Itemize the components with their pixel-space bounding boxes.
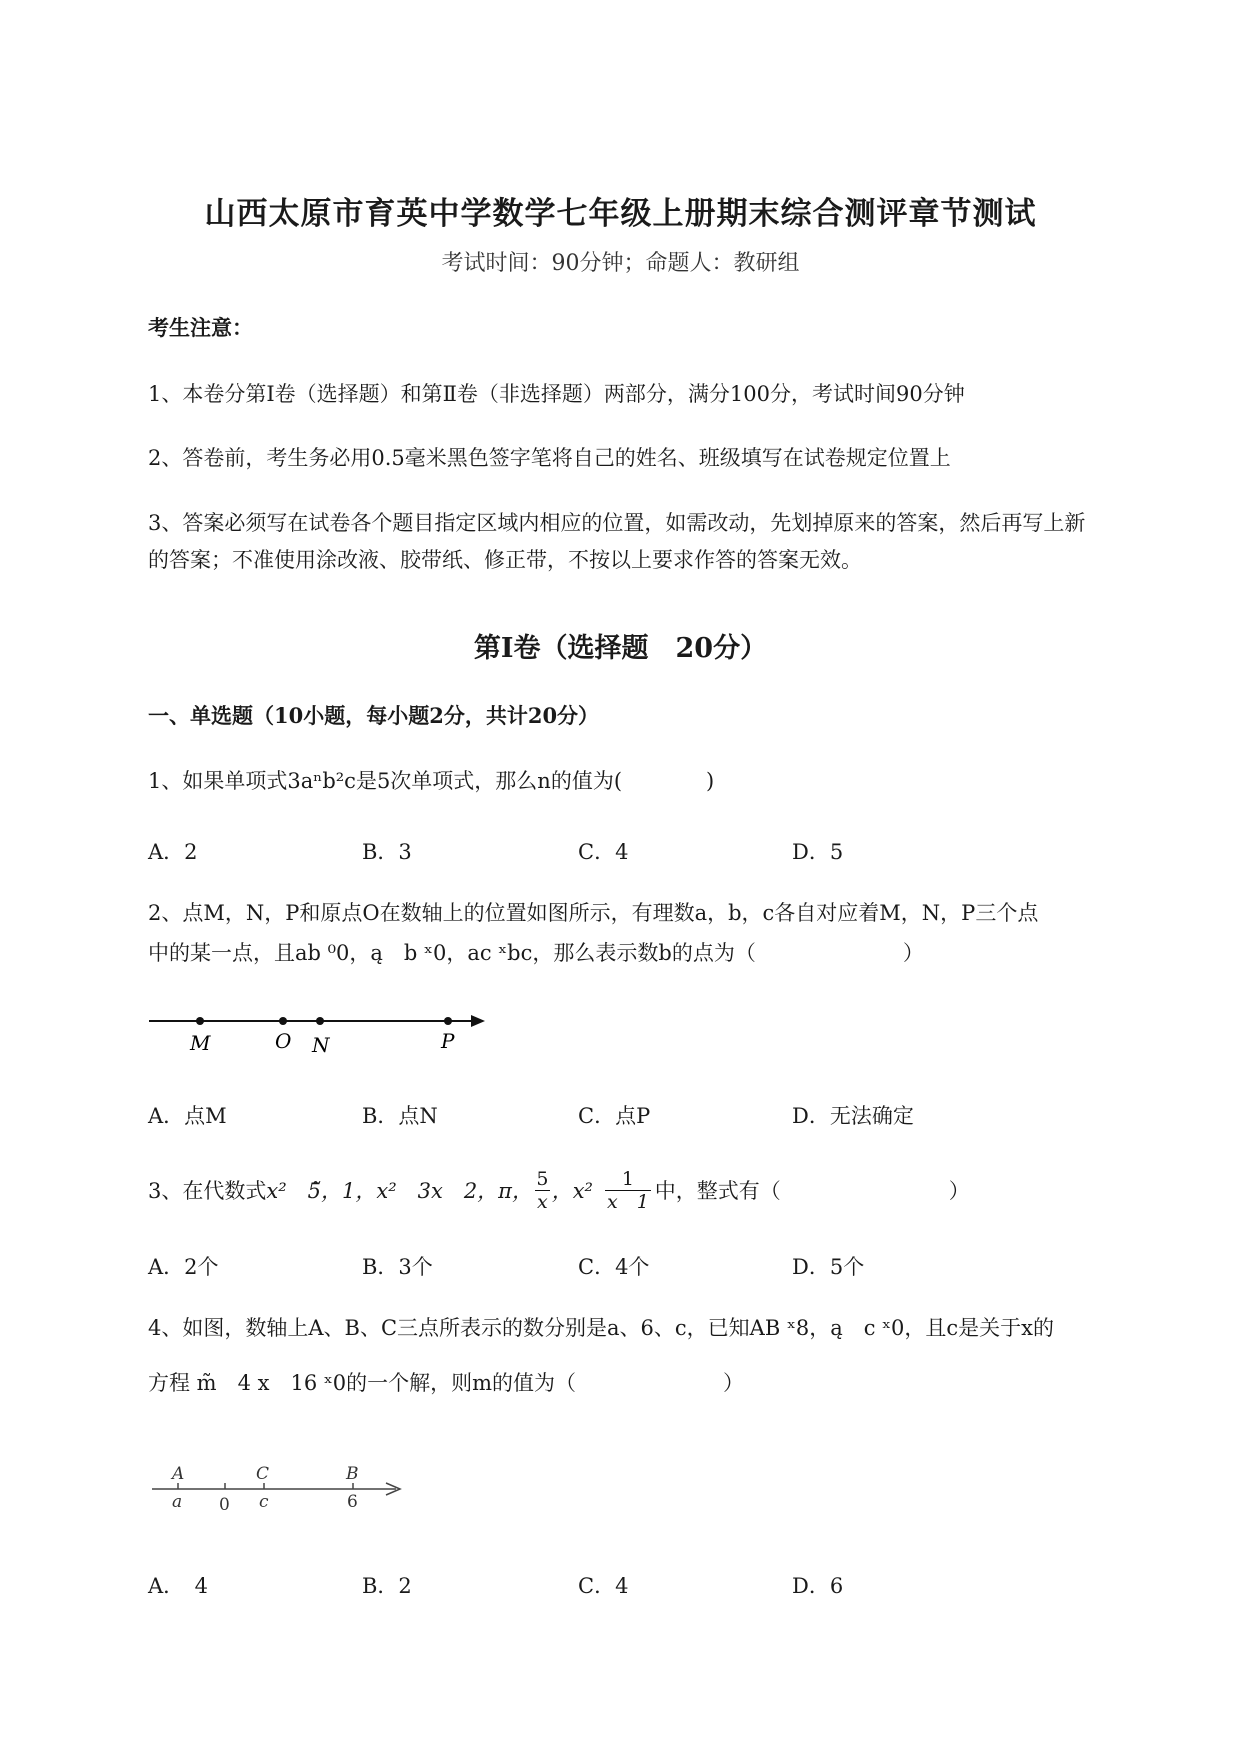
section-title: 第Ⅰ卷（选择题 20分） <box>473 633 768 664</box>
q1-option-b: B．3 <box>362 840 412 864</box>
q4-label-bottom-a: a <box>172 1492 183 1512</box>
q2-label-m: M <box>190 1031 211 1055</box>
q3-frac2-den: x 1 <box>606 1191 649 1213</box>
notice-heading: 考生注意： <box>148 315 253 340</box>
q4-label-top-c: C <box>256 1464 270 1484</box>
q2-label-n: N <box>312 1033 330 1057</box>
q2-option-a: A．点M <box>148 1104 227 1128</box>
q4-label-bottom-6: 6 <box>347 1492 358 1512</box>
exam-info: 考试时间：90分钟；命题人：教研组 <box>441 251 800 276</box>
q2-point-n <box>316 1017 324 1025</box>
notice-item-3: 3、答案必须写在试卷各个题目指定区域内相应的位置，如需改动，先划掉原来的答案，然后再写上新 <box>148 511 1086 535</box>
q4-option-c: C．4 <box>578 1574 629 1598</box>
question-2-line-2: 中的某一点，且ab ⁰0，ą b ˣ0，ac ˣbc，那么表示数b的点为（ ） <box>148 941 924 965</box>
q1-option-d: D．5 <box>792 840 844 864</box>
q3-option-a: A．2个 <box>148 1255 219 1279</box>
notice-item-2: 2、答卷前，考生务必用0.5毫米黑色签字笔将自己的姓名、班级填写在试卷规定位置上 <box>148 446 951 470</box>
q3-expression: x² 5̃，1，x² 3x 2，π， <box>266 1178 533 1203</box>
question-2-line-1: 2、点M，N，P和原点O在数轴上的位置如图所示，有理数a，b，c各自对应着M，N，P三个点 <box>148 901 1039 925</box>
q3-expression-2: ，x² <box>551 1178 593 1203</box>
q4-number-line-figure <box>150 1462 410 1532</box>
question-1-stem: 1、如果单项式3aⁿb²c是5次单项式，那么n的值为( ) <box>148 769 715 793</box>
q3-fraction-2 <box>605 1168 651 1213</box>
q3-fraction-1 <box>535 1168 550 1213</box>
q2-option-d: D．无法确定 <box>792 1104 914 1128</box>
notice-item-1: 1、本卷分第Ⅰ卷（选择题）和第Ⅱ卷（非选择题）两部分，满分100分，考试时间90分钟 <box>148 382 965 406</box>
q2-arrowhead <box>471 1015 485 1027</box>
q2-label-o: O <box>275 1029 292 1053</box>
q2-option-c: C．点P <box>578 1104 651 1128</box>
q4-label-bottom-c: c <box>259 1492 269 1512</box>
q3-stem-prefix: 3、在代数式 <box>148 1178 267 1203</box>
q1-option-a: A．2 <box>148 840 198 864</box>
q4-option-d: D．6 <box>792 1574 844 1598</box>
q4-label-top-b: B <box>346 1464 359 1484</box>
q3-option-b: B．3个 <box>362 1255 433 1279</box>
question-3-stem <box>148 1168 970 1213</box>
q4-label-top-a: A <box>172 1464 185 1484</box>
q2-number-line-figure <box>145 1005 495 1065</box>
q3-option-d: D．5个 <box>792 1255 865 1279</box>
q2-point-p <box>444 1017 452 1025</box>
q2-point-o <box>279 1017 287 1025</box>
q3-frac2-num: 1 <box>621 1168 634 1190</box>
q3-frac1-den: x <box>537 1191 548 1213</box>
question-4-line-1: 4、如图，数轴上A、B、C三点所表示的数分别是a、6、c，已知AB ˣ8，ą c ˣ0，且c是关于x的 <box>148 1316 1055 1340</box>
q2-label-p: P <box>441 1029 455 1053</box>
q1-option-c: C．4 <box>578 840 629 864</box>
q3-stem-suffix: 中，整式有（ ） <box>654 1178 970 1203</box>
q3-option-c: C．4个 <box>578 1255 650 1279</box>
q2-point-m <box>196 1017 204 1025</box>
page-title: 山西太原市育英中学数学七年级上册期末综合测评章节测试 <box>204 196 1037 232</box>
q4-option-b: B．2 <box>362 1574 412 1598</box>
notice-item-3-cont: 的答案；不准使用涂改液、胶带纸、修正带，不按以上要求作答的答案无效。 <box>148 548 862 572</box>
question-4-line-2: 方程 m̃ 4 x 16 ˣ0的一个解，则m的值为（ ） <box>148 1371 745 1395</box>
part-heading: 一、单选题（10小题，每小题2分，共计20分） <box>148 703 600 728</box>
q4-option-a: A． 4 <box>148 1574 209 1598</box>
q2-option-b: B．点N <box>362 1104 438 1128</box>
q3-frac1-num: 5 <box>536 1168 549 1190</box>
q4-label-bottom-0: 0 <box>219 1495 230 1515</box>
